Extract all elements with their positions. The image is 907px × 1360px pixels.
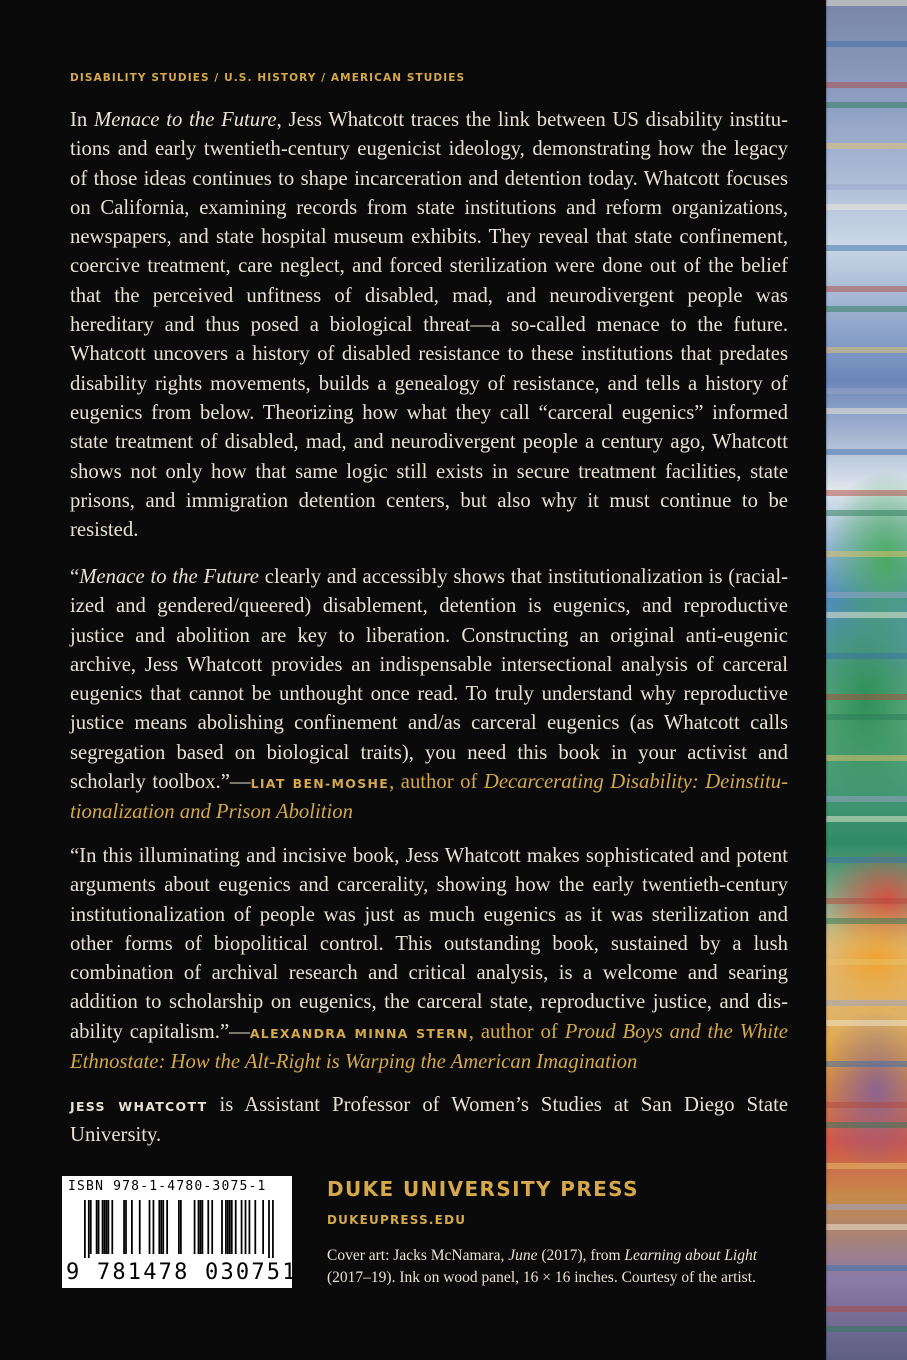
art-brush-streak	[826, 184, 907, 190]
art-brush-streak	[826, 82, 907, 88]
art-brush-streak	[826, 694, 907, 700]
description-body: , Jess Whatcott traces the link between US disability institutions and early twentieth-century eugenicist ideology, demonstrating how the legacy of those ideas continues to shape incarceration and detention today. Whatcott focuses on California, examining records from state institutions and reform organizations, newspapers, and state hospital museum exhibits. They reveal that state confinement, coercive treatment, care neglect, and forced sterilization were done out of the belief that the perceived unfitness of disabled, mad, and neurodivergent people was hereditary and thus posed a biological threat—a so-called menace to the future. Whatcott uncovers a history of disabled resistance to these institutions that predates disability rights movements, builds a genealogy of resistance, and tells a history of eugenics from below. Theorizing how what they call “carceral eugenics” informed state treatment of disabled, mad, and neurodivergent people a century ago, Whatcott shows not only how that same logic still exists in secure treatment facilities, state prisons, and immigration detention centers, but also why it must continue to be resisted.	[70, 109, 788, 542]
art-edge-shadow	[820, 0, 828, 1360]
barcode-bar	[200, 1200, 202, 1254]
art-brush-streak	[826, 796, 907, 802]
barcode-bar	[108, 1200, 110, 1254]
barcode-bar	[106, 1200, 108, 1254]
subject-categories: DISABILITY STUDIES / U.S. HISTORY / AMERICAN STUDIES	[70, 72, 466, 84]
cover-art-strip	[826, 0, 907, 1360]
art-brush-streak	[826, 41, 907, 47]
barcode-bar	[268, 1200, 270, 1258]
art-brush-streak	[826, 816, 907, 822]
blurb-author: ALEXANDRA MINNA STERN	[249, 1025, 469, 1041]
author-bio-text: is Assistant Professor of Women’s Studies at San Diego State University.	[70, 1094, 788, 1147]
blurb-author: LIAT BEN-MOSHE	[250, 776, 390, 792]
description-intro: In	[70, 109, 94, 131]
barcode-bar	[241, 1200, 243, 1254]
isbn-barcode	[62, 1176, 298, 1288]
barcode-bar	[102, 1200, 104, 1254]
barcode-bar	[221, 1200, 223, 1254]
art-brush-streak	[826, 1061, 907, 1067]
barcode-bars	[84, 1200, 274, 1258]
credit-art-title: June	[508, 1247, 538, 1264]
publisher-name: DUKE UNIVERSITY PRESS	[327, 1177, 639, 1201]
art-brush-streak	[826, 1224, 907, 1230]
blurb-stern	[70, 842, 788, 1077]
art-brush-streak	[826, 306, 907, 312]
blurb-text: clearly and accessibly shows that institutionalization is (racialized and gendered/queered) disablement, detention is eugenics, and reproductive justice and abolition are key to liberation. Constructing an original anti-eugenic archive, Jess Whatcott provides an indispensable intersectional analysis of carceral eugenics that cannot be unthought once read. To truly understand why reproductive justice means abolishing confinement and/as carceral eugenics (as Whatcott calls segregation based on biological traits), you need this book in your activist and scholarly toolbox.”—	[70, 566, 788, 794]
blurb-ben-moshe	[70, 563, 788, 828]
barcode-bar	[158, 1200, 160, 1254]
barcode-bar	[227, 1200, 229, 1254]
author-bio	[70, 1091, 788, 1151]
art-brush-streak	[826, 755, 907, 761]
barcode-bar	[96, 1200, 98, 1254]
barcode-bar	[225, 1200, 227, 1254]
barcode-bar	[160, 1200, 162, 1254]
barcode-bar	[178, 1200, 180, 1254]
barcode-bar	[194, 1200, 196, 1254]
barcode-bar	[262, 1200, 264, 1254]
art-brush-streak	[826, 388, 907, 394]
barcode-bar	[131, 1200, 133, 1254]
blurb-author-work: Proud Boys and the White Ethnostate: How the Alt-Right is Warping the American Imagination	[70, 1020, 788, 1074]
blurb-author-suffix: , author of	[389, 771, 484, 794]
art-brush-streak	[826, 1163, 907, 1169]
art-brush-streak	[826, 1000, 907, 1006]
description-book-title: Menace to the Future	[93, 109, 277, 131]
barcode-bar	[235, 1200, 237, 1254]
blurb-text: “In this illuminating and incisive book, Jess Whatcott makes sophisticated and potent arguments about eugenics and carcerality, showing how the early twentieth-century institutionalization of people was just as much eugenics as it was sterilization and other forms of biopolitical control. This outstanding book, sustained by a lush combination of archival research and critical analysis, is a welcome and searing addition to scholarship on eugenics, the carceral state, reproductive justice, and disability capitalism.”—	[70, 845, 788, 1043]
art-brush-streak	[826, 102, 907, 108]
art-brush-streak	[826, 551, 907, 557]
art-brush-streak	[826, 898, 907, 904]
art-brush-streak	[826, 1204, 907, 1210]
author-name: JESS WHATCOTT	[70, 1099, 208, 1114]
barcode-bar	[166, 1200, 168, 1254]
barcode-bar	[111, 1200, 113, 1254]
credit-middle: (2017), from	[537, 1247, 625, 1264]
art-brush-streak	[826, 612, 907, 618]
art-brush-streak	[826, 857, 907, 863]
barcode-bar	[211, 1200, 213, 1254]
art-brush-streak	[826, 204, 907, 210]
barcode-bar	[149, 1200, 151, 1254]
art-brush-streak	[826, 714, 907, 720]
art-brush-streak	[826, 1122, 907, 1128]
art-brush-streak	[826, 143, 907, 149]
barcode-bar	[123, 1200, 125, 1254]
blurb-author-work: Decarcerating Disability: Deinstitutionalization and Prison Abolition	[70, 771, 788, 824]
art-brush-streak	[826, 347, 907, 353]
barcode-bar	[249, 1200, 251, 1254]
barcode-bar	[198, 1200, 200, 1254]
barcode-bar	[254, 1200, 256, 1254]
art-brush-streak	[826, 592, 907, 598]
barcode-bar	[125, 1200, 127, 1254]
art-brush-streak	[826, 959, 907, 965]
art-brush-streak	[826, 0, 907, 6]
barcode-bar	[202, 1200, 204, 1254]
barcode-bar	[272, 1200, 274, 1258]
barcode-bar	[180, 1200, 182, 1254]
barcode-bar	[90, 1200, 92, 1254]
barcode-bar	[229, 1200, 231, 1254]
isbn-digits: 9 781478 030751	[66, 1260, 298, 1285]
art-brush-streak	[826, 510, 907, 516]
art-brush-streak	[826, 286, 907, 292]
blurb-book-title: Menace to the Future	[79, 566, 259, 588]
barcode-bar	[88, 1200, 90, 1258]
art-brush-streak	[826, 1020, 907, 1026]
art-brush-streak	[826, 490, 907, 496]
publisher-url: DUKEUPRESS.EDU	[327, 1213, 467, 1227]
blurb-open-quote: “	[70, 566, 80, 588]
art-brush-streak	[826, 1265, 907, 1271]
barcode-bar	[162, 1200, 164, 1254]
barcode-bar	[207, 1200, 209, 1254]
art-brush-streak	[826, 408, 907, 414]
art-brush-streak	[826, 1102, 907, 1108]
barcode-bar	[231, 1200, 233, 1254]
barcode-bar	[245, 1200, 247, 1254]
art-brush-streak	[826, 653, 907, 659]
art-brush-streak	[826, 1306, 907, 1312]
art-brush-streak	[826, 918, 907, 924]
barcode-bar	[84, 1200, 86, 1258]
art-brush-streak	[826, 245, 907, 251]
barcode-bar	[139, 1200, 141, 1254]
isbn-label: ISBN 978-1-4780-3075-1	[68, 1179, 267, 1194]
book-description	[70, 106, 788, 545]
credit-suffix: (2017–19). Ink on wood panel, 16 × 16 inches. Courtesy of the artist.	[327, 1269, 756, 1286]
credit-series: Learning about Light	[624, 1247, 758, 1264]
cover-credit	[327, 1245, 797, 1289]
credit-prefix: Cover art: Jacks McNamara,	[327, 1247, 509, 1264]
barcode-bar	[98, 1200, 100, 1254]
barcode-bar	[104, 1200, 106, 1254]
art-brush-streak	[826, 449, 907, 455]
art-brush-streak	[826, 1326, 907, 1332]
barcode-bar	[153, 1200, 155, 1254]
blurb-author-suffix: , author of	[468, 1020, 565, 1043]
